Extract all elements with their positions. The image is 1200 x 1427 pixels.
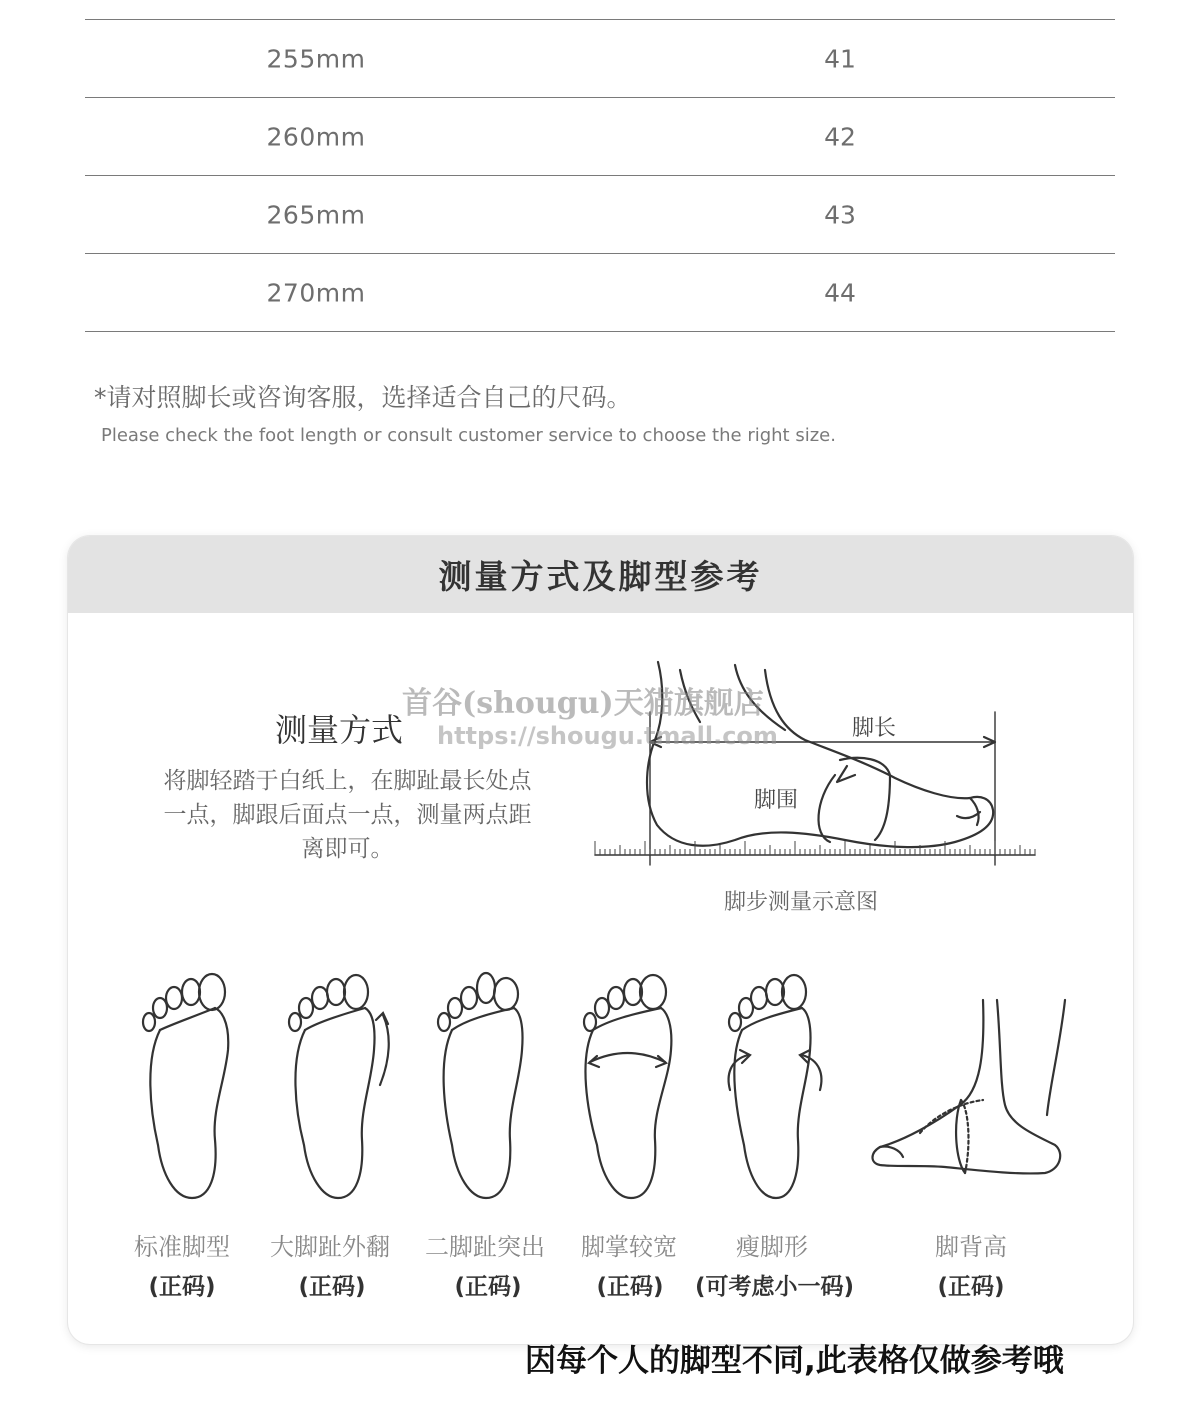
foot-narrow-icon xyxy=(720,970,830,1205)
foot-type-name: 二脚趾突出 xyxy=(425,1233,545,1261)
store-watermark: 首谷(shougu)天猫旗舰店 xyxy=(402,686,764,721)
diagram-caption: 脚步测量示意图 xyxy=(724,890,879,915)
foot-length-cell: 255mm xyxy=(266,44,366,73)
foot-length-cell: 260mm xyxy=(266,122,366,151)
footer-note: 因每个人的脚型不同,此表格仅做参考哦 xyxy=(525,1343,1064,1379)
foot-wide-forefoot-icon xyxy=(575,970,685,1205)
table-row xyxy=(85,20,1115,98)
shoe-size-cell: 43 xyxy=(824,200,856,229)
size-note-cn: *请对照脚长或咨询客服，选择适合自己的尺码。 xyxy=(94,383,632,412)
foot-hallux-valgus-icon xyxy=(280,970,405,1205)
foot-type-name: 脚掌较宽 xyxy=(581,1233,677,1261)
foot-type-fit: (正码) xyxy=(596,1274,664,1300)
panel-title: 测量方式及脚型参考 xyxy=(438,557,763,596)
foot-type-name: 瘦脚形 xyxy=(736,1233,808,1261)
foot-second-toe-icon xyxy=(430,970,540,1205)
size-note-en: Please check the foot length or consult customer service to choose the right size. xyxy=(101,425,836,446)
foot-type-fit: (正码) xyxy=(937,1274,1005,1300)
foot-type-name: 大脚趾外翻 xyxy=(270,1233,390,1261)
shoe-size-cell: 44 xyxy=(824,278,856,307)
shoe-size-cell: 41 xyxy=(824,44,856,73)
panel-header xyxy=(68,536,1133,613)
store-url-watermark: https://shougu.tmall.com xyxy=(437,722,778,750)
foot-type-fit: (正码) xyxy=(454,1274,522,1300)
foot-length-cell: 265mm xyxy=(266,200,366,229)
size-table xyxy=(85,20,1115,332)
foot-type-name: 标准脚型 xyxy=(134,1233,230,1261)
foot-type-fit: (可考虑小一码) xyxy=(694,1274,855,1300)
table-row xyxy=(85,98,1115,176)
foot-length-label: 脚长 xyxy=(852,716,897,741)
foot-standard-icon xyxy=(130,970,240,1205)
foot-type-fit: (正码) xyxy=(298,1274,366,1300)
method-title: 测量方式 xyxy=(275,711,404,749)
foot-length-cell: 270mm xyxy=(266,278,366,307)
table-row xyxy=(85,254,1115,332)
foot-high-instep-icon xyxy=(865,995,1075,1185)
foot-girth-label: 脚围 xyxy=(754,788,799,813)
foot-type-name: 脚背高 xyxy=(935,1233,1007,1261)
method-description: 将脚轻踏于白纸上，在脚趾最长处点一点，脚跟后面点一点，测量两点距离即可。 xyxy=(163,768,532,862)
foot-type-fit: (正码) xyxy=(148,1274,216,1300)
ruler-ticks xyxy=(595,841,1035,855)
table-row xyxy=(85,176,1115,254)
shoe-size-cell: 42 xyxy=(824,122,856,151)
